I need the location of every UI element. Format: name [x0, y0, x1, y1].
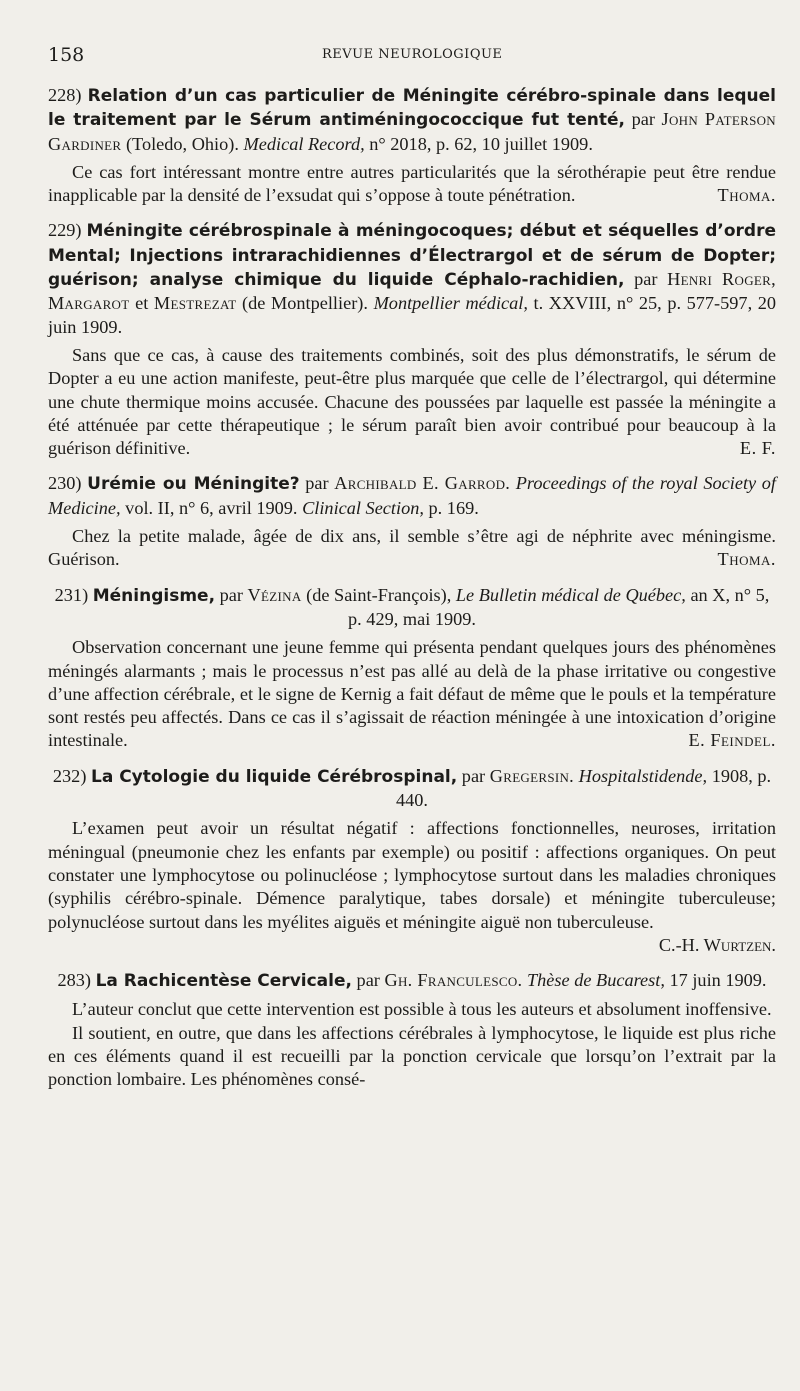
entry-number: 231): [54, 584, 89, 605]
entry-paragraph: Il soutient, en outre, que dans les affections cérébrales à lymphocytose, le liquide est plus riche en ces éléments quand il est recueilli par la ponction cervicale que lorsqu’on l’extrait par la ponction lombaire. Les phénomènes consé-: [48, 1022, 776, 1090]
entry-author-2: Mestrezat: [153, 293, 237, 314]
entry-number: 232): [52, 765, 87, 786]
entry-journal: Hospitalstidende,: [578, 765, 708, 786]
entry-paragraph: L’examen peut avoir un résultat négatif : affections fonctionnelles, neuroses, irritation méningual (pneumonie chez les enfants par exemple) ou positif : affections organiques. On peut constater une lymphocytose ou polinucléose ; lymphocytose surtout dans les maladies chroniques (syphilis cérébro-spinale. Démence paralytique, tabes dorsale) et méningite tuberculeuse; polynucléose surtout dans les myélites aiguës et méningite aiguë non tuberculeuse.: [48, 818, 776, 932]
entry-reference-2: p. 169.: [428, 497, 479, 518]
entry-283: [48, 969, 776, 1091]
entry-author: Henri Roger, Margarot: [48, 269, 776, 314]
entry-author: Gh. Franculesco.: [384, 970, 523, 991]
entry-number: 283): [57, 970, 91, 991]
entry-title: Méningisme,: [92, 585, 216, 606]
entry-reference: t. XXVIII, n° 25, p. 577-597, 20 juin 1909.: [48, 293, 777, 337]
entry-title: Urémie ou Méningite?: [87, 474, 300, 495]
entry-title: La Cytologie du liquide Cérébrospinal,: [90, 766, 458, 787]
entry-reference: an X, n° 5, p. 429, mai 1909.: [348, 584, 770, 629]
entry-author: Archibald E. Garrod.: [334, 473, 511, 494]
entry-230: [48, 472, 776, 571]
journal-title: REVUE NEUROLOGIQUE: [322, 47, 503, 62]
entry-paragraph: Observation concernant une jeune femme qui présenta pendant quelques jours des phénomènes méningés alarmants ; mais le processus n’est pas allé au delà de la phase irritative ou congestive d’une affection cérébrale, et le signe de Kernig a fait défaut de même que le pouls et la température sont restés peu affectés. Dans ce cas il s’agissait de réaction méningée à une intoxication d’origine intestinale. E. Feindel.: [48, 636, 776, 752]
entry-number: 229): [48, 220, 82, 241]
entry-citation: 230) Urémie ou Méningite? par Archibald E. Garrod. Proceedings of the royal Society of Medicine, vol. II, n° 6, avril 1909. Clinical Section, p. 169.: [48, 473, 777, 518]
entry-citation: 232) La Cytologie du liquide Cérébrospinal, par Gregersin. Hospitalstidende, 1908, p. 440.: [52, 765, 772, 811]
entry-paragraph: L’auteur conclut que cette intervention est possible à tous les auteurs et absolument inoffensive.: [72, 999, 772, 1020]
entry-author: John Paterson Gardiner: [48, 109, 776, 154]
entry-citation: 228) Relation d’un cas particulier de Méningite cérébro-spinale dans lequel le traitement par le Sérum antiméningococcique fut tenté, par John Paterson Gardiner (Toledo, Ohio). Medical Record, n° 2018, p. 62, 10 juillet 1909.: [48, 85, 776, 154]
entry-reference: 1908, p. 440.: [396, 765, 772, 811]
entry-author: Vézina: [247, 584, 302, 605]
entry-signature: C.-H. Wurtzen.: [658, 934, 776, 955]
entry-paragraph: Ce cas fort intéressant montre entre autres particularités que la sérothérapie peut être rendue inapplicable par la densité de l’exsudat qui s’oppose à toute pénétration. Thoma.: [48, 161, 776, 208]
page-number: 158: [48, 44, 85, 66]
entry-232: [48, 765, 776, 957]
entry-title: Relation d’un cas particulier de Méningite cérébro-spinale dans lequel le traitement par le Sérum antiméningococcique fut tenté,: [48, 86, 776, 131]
entry-citation: 229) Méningite cérébrospinale à méningocoques; début et séquelles d’ordre Mental; Injections intrarachidiennes d’Électrargol et de sérum de Dopter; guérison; analyse chimique du liquide Céphalo-rachidien, par Henri Roger, Margarot et Mestrezat (de Montpellier). Montpellier médical, t. XXVIII, n° 25, p. 577-597, 20 juin 1909.: [48, 220, 777, 337]
entry-reference: 17 juin 1909.: [669, 970, 767, 991]
entry-author: Gregersin.: [489, 765, 575, 786]
entry-paragraph: Chez la petite malade, âgée de dix ans, il semble s’être agi de néphrite avec méningisme. Guérison. Thoma.: [48, 525, 776, 572]
entry-journal: Proceedings of the royal Society of Medicine,: [48, 473, 777, 518]
entry-title: La Rachicentèse Cervicale,: [95, 971, 352, 992]
entry-citation: 231) Méningisme, par Vézina (de Saint-François), Le Bulletin médical de Québec, an X, n° 5, p. 429, mai 1909.: [54, 584, 770, 629]
entry-journal: Thèse de Bucarest,: [527, 970, 665, 991]
entry-229: [48, 219, 776, 460]
entry-number: 228): [48, 85, 82, 105]
entry-228: [48, 84, 776, 207]
entry-reference: vol. II, n° 6, avril 1909.: [125, 497, 298, 518]
entry-journal-2: Clinical Section,: [302, 497, 424, 518]
running-head: [0, 44, 800, 66]
entry-journal: Montpellier médical,: [373, 293, 528, 314]
entry-signature: Thoma.: [717, 549, 776, 570]
entry-number: 230): [48, 473, 82, 494]
entry-title: Méningite cérébrospinale à méningocoques; début et séquelles d’ordre Mental; Injections intrarachidiennes d’Électrargol et de sérum de Dopter; guérison; analyse chimique du liquide Céphalo-rachidien,: [48, 221, 776, 291]
entry-signature: E. Feindel.: [688, 730, 776, 751]
entry-signature: E. F.: [739, 438, 776, 459]
entry-signature: Thoma.: [717, 185, 776, 206]
entry-journal: Medical Record,: [243, 133, 365, 154]
entry-231: [48, 584, 776, 753]
article-body: [48, 84, 776, 1104]
entry-citation: 283) La Rachicentèse Cervicale, par Gh. Franculesco. Thèse de Bucarest, 17 juin 1909.: [57, 970, 767, 992]
entry-journal: Le Bulletin médical de Québec,: [455, 584, 686, 605]
entry-reference: n° 2018, p. 62, 10 juillet 1909.: [369, 133, 593, 154]
entry-paragraph: Sans que ce cas, à cause des traitements combinés, soit des plus démonstratifs, le sérum de Dopter a eu une action manifeste, peut-être plus marquée que celle de l’électrargol, qui détermine une chute thermique moins accusée. Chacune des poussées par laquelle est passée la méningite a été atténuée par cette thérapeutique ; le sérum paraît bien avoir contribué pour beaucoup à la guérison définitive. E. F.: [48, 344, 776, 460]
